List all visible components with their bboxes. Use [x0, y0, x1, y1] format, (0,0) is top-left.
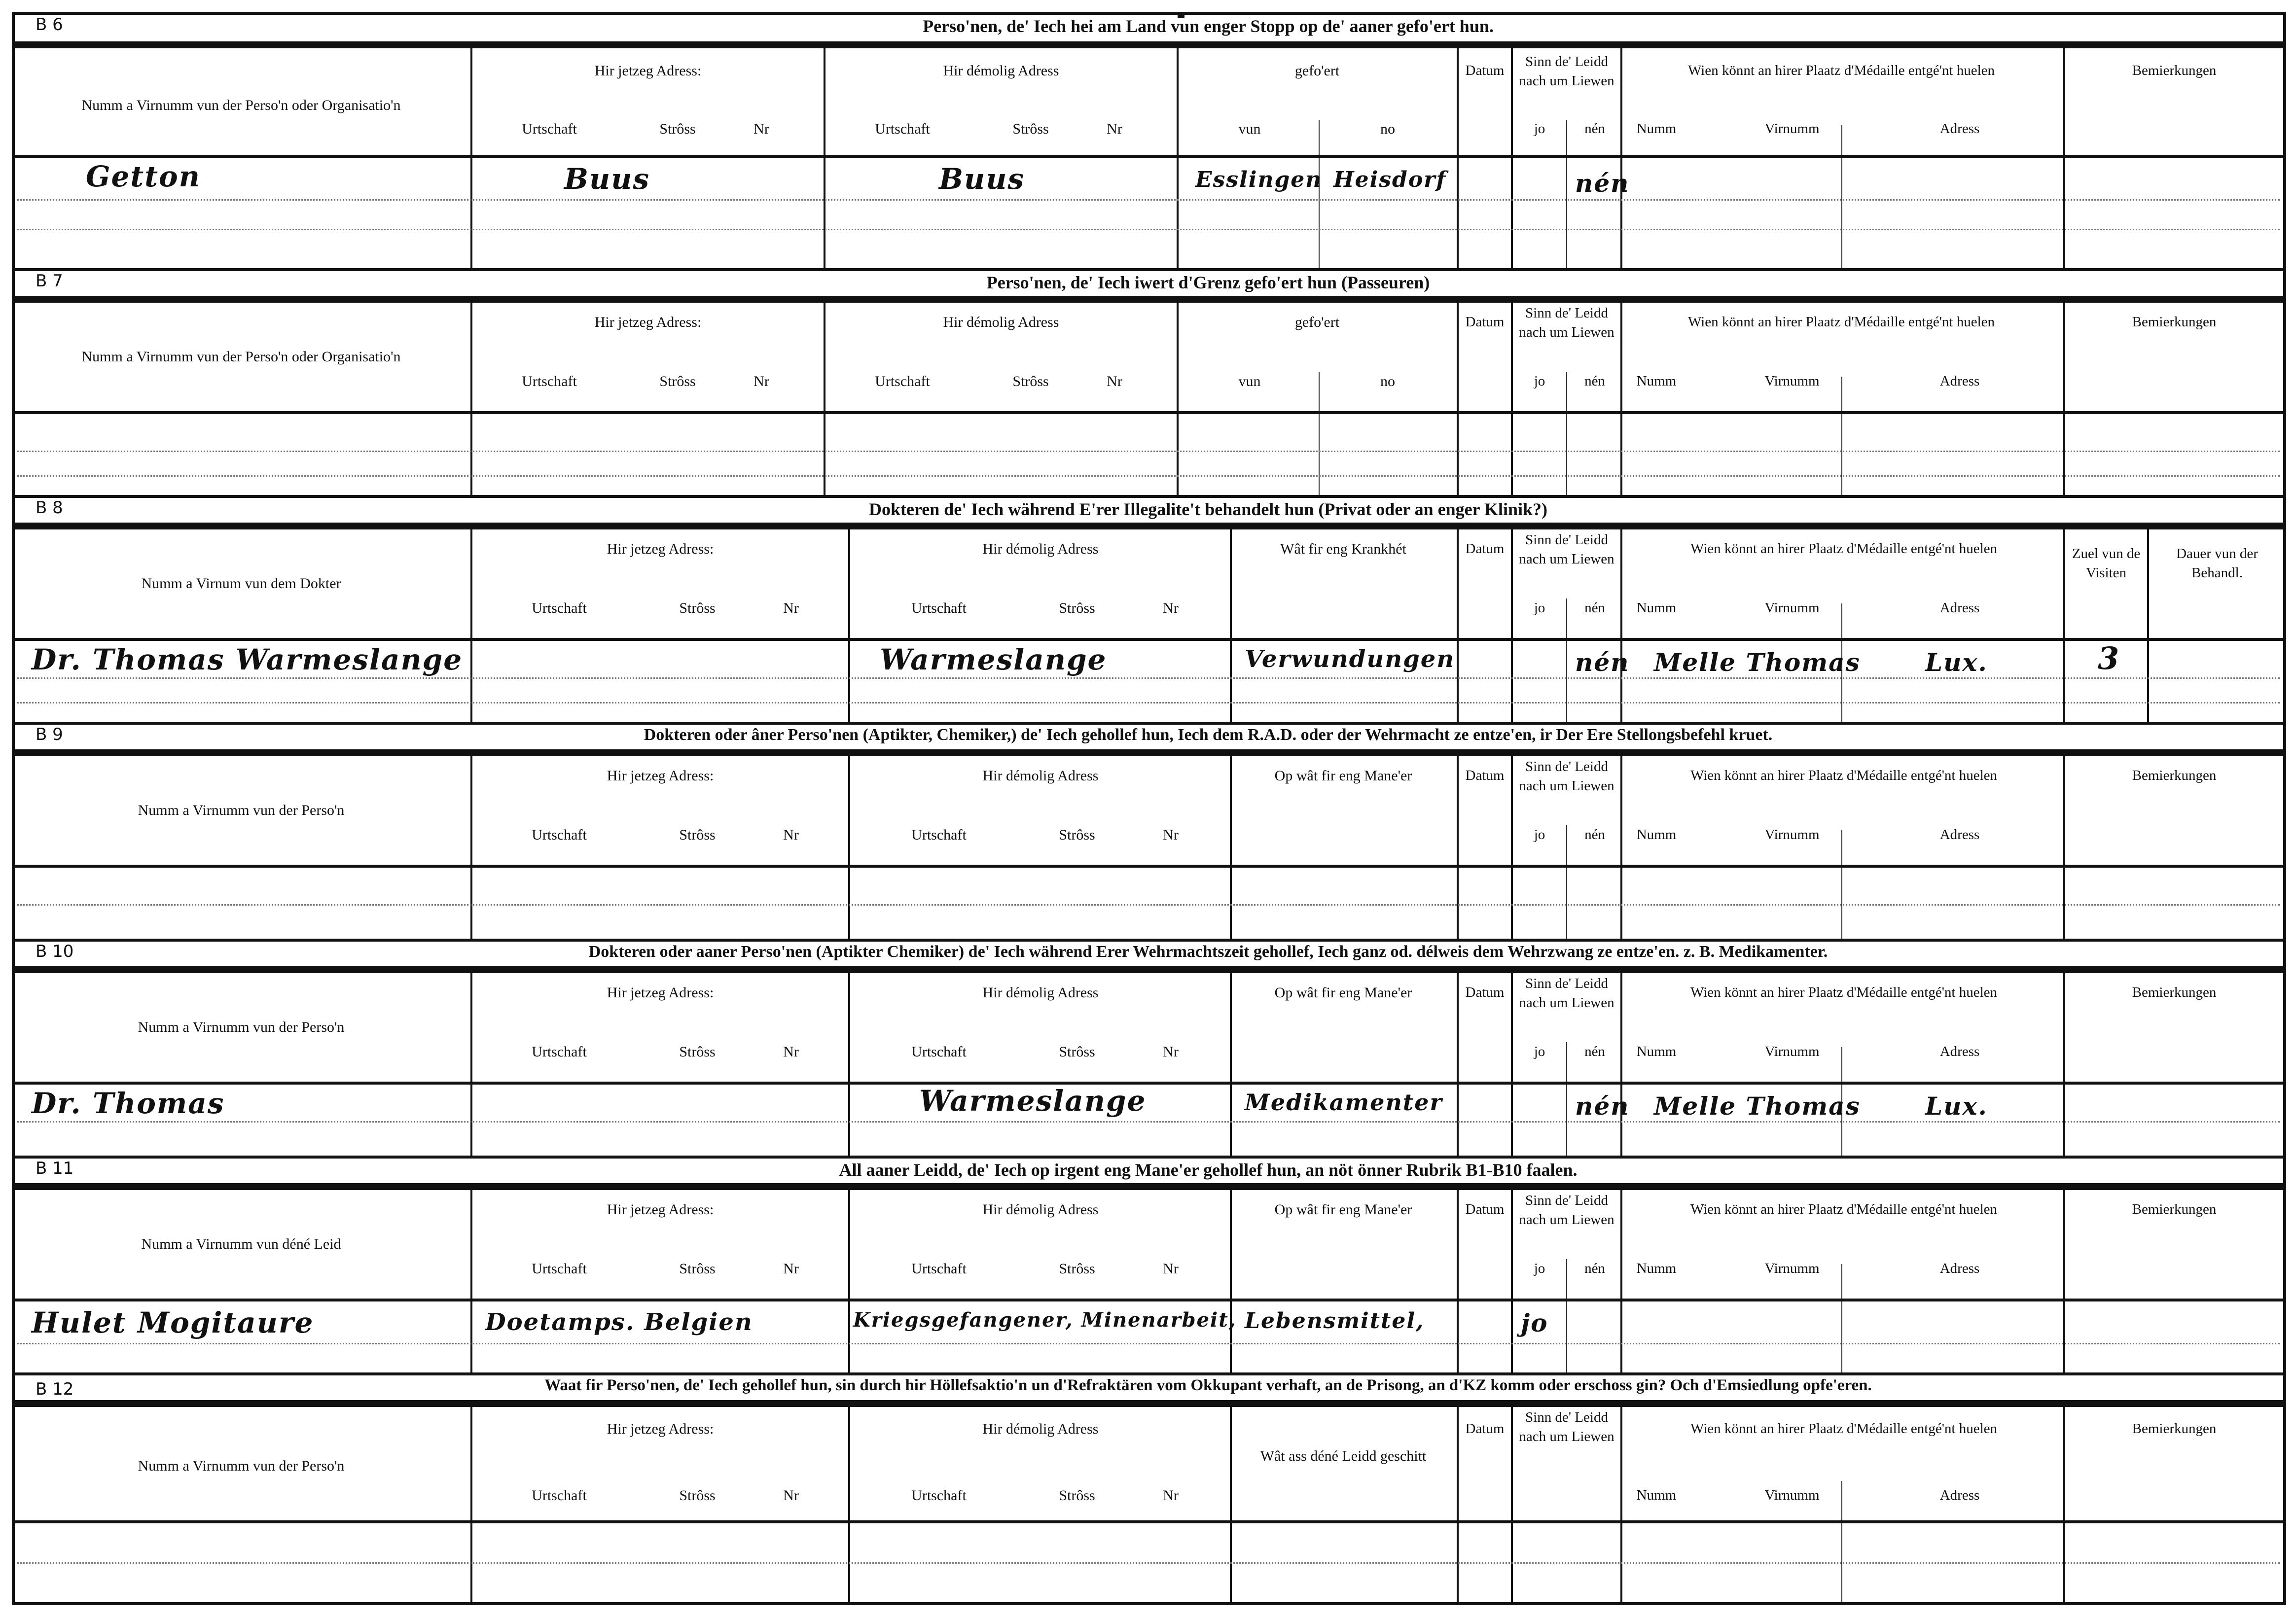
header-current-address: Hir jetzeg Adress:	[607, 1421, 714, 1437]
header-medal: Wien könnt an hirer Plaatz d'Médaille entgé'nt huelen	[1687, 314, 1995, 330]
header-medal: Wien könnt an hirer Plaatz d'Médaille entgé'nt huelen	[1690, 1421, 1998, 1437]
header-yes: jo	[1534, 1261, 1545, 1276]
section-code: B 10	[36, 942, 74, 961]
header-medal: Wien könnt an hirer Plaatz d'Médaille entgé'nt huelen	[1690, 1201, 1998, 1217]
section-b10	[12, 939, 2286, 1156]
header-date: Datum	[1465, 768, 1505, 783]
header-yes: jo	[1534, 827, 1545, 843]
header-street: Strôss	[679, 1487, 716, 1504]
section-title: Dokteren oder aaner Perso'nen (Aptikter Chemiker) de' Iech während Erer Wehrmachtszeit gehollef, Iech ganz od. délweis dem Wehrzwang ze entze'en. z. B. Medikamenter.	[588, 943, 1828, 961]
section-title: Dokteren de' Iech während E'rer Illegalite't behandelt hun (Privat oder an enger Klinik?)	[868, 499, 1547, 519]
header-place: Urtschaft	[522, 121, 577, 137]
entry-illness: Verwundungen	[1245, 645, 1455, 673]
header-number: Nr	[753, 121, 769, 137]
section-b6	[12, 12, 2286, 268]
header-place: Urtschaft	[532, 827, 587, 843]
header-place: Urtschaft	[532, 1487, 587, 1504]
header-medal-firstname: Virnumm	[1764, 1044, 1820, 1059]
entry-current-place: Doetamps. Belgien	[485, 1308, 753, 1336]
header-place: Urtschaft	[532, 1044, 587, 1060]
header-remarks: Bemierkungen	[2132, 1421, 2217, 1437]
header-medal-address: Adress	[1939, 373, 1980, 389]
header-date: Datum	[1465, 314, 1505, 330]
header-street: Strôss	[1059, 827, 1095, 843]
section-b7	[12, 268, 2286, 495]
header-street: Strôss	[659, 121, 696, 137]
header-medal-firstname: Virnumm	[1764, 1261, 1820, 1276]
header-name: Numm a Virnumm vun der Perso'n oder Organisatio'n	[81, 349, 401, 365]
header-remarks: Bemierkungen	[2132, 63, 2217, 78]
entry-current-place: Buus	[564, 162, 650, 196]
header-place: Urtschaft	[875, 121, 930, 137]
entry-visits: 3	[2098, 640, 2120, 676]
header-number: Nr	[783, 600, 799, 616]
header-place: Urtschaft	[532, 600, 587, 616]
header-place: Urtschaft	[911, 1261, 967, 1277]
entry-name: Getton	[86, 160, 201, 193]
header-medal-name: Numm	[1636, 373, 1677, 389]
header-street: Strôss	[679, 1044, 716, 1060]
header-date: Datum	[1465, 541, 1505, 557]
header-former-address: Hir démolig Adress	[982, 541, 1099, 557]
header-street: Strôss	[679, 827, 716, 843]
header-remarks: Bemierkungen	[2132, 984, 2217, 1000]
header-number: Nr	[1163, 1261, 1179, 1277]
header-yes: jo	[1534, 600, 1545, 616]
header-street: Strôss	[1059, 600, 1095, 616]
header-name: Numm a Virnum vun dem Dokter	[141, 575, 341, 592]
header-name: Numm a Virnumm vun der Perso'n	[138, 1019, 345, 1035]
header-number: Nr	[1163, 1044, 1179, 1060]
header-number: Nr	[1107, 373, 1122, 389]
entry-former-place: Warmeslange	[919, 1084, 1147, 1118]
section-code: B 8	[36, 498, 63, 518]
header-current-address: Hir jetzeg Adress:	[607, 1201, 714, 1218]
header-no: nén	[1584, 600, 1605, 616]
header-to: no	[1380, 121, 1395, 137]
header-remarks: Bemierkungen	[2132, 314, 2217, 330]
header-manner: Op wât fir eng Mane'er	[1274, 768, 1412, 784]
header-street: Strôss	[659, 373, 696, 389]
header-date: Datum	[1465, 984, 1505, 1000]
entry-name: Hulet Mogitaure	[32, 1306, 314, 1339]
header-remarks: Bemierkungen	[2132, 768, 2217, 783]
header-date: Datum	[1465, 1201, 1505, 1217]
header-former-address: Hir démolig Adress	[943, 314, 1059, 330]
section-code: B 7	[36, 271, 63, 291]
entry-former-place: Warmeslange	[880, 643, 1107, 676]
entry-alive-no: nén	[1575, 648, 1630, 677]
entry-alive-no: nén	[1575, 169, 1630, 198]
header-alive: Sinn de' Leidd nach um Liewen	[1519, 54, 1614, 89]
header-visits: Zuel vun de Visiten	[2072, 546, 2141, 581]
header-number: Nr	[783, 827, 799, 843]
header-street: Strôss	[1059, 1261, 1095, 1277]
header-date: Datum	[1465, 1421, 1505, 1437]
header-medal-address: Adress	[1939, 827, 1980, 843]
header-place: Urtschaft	[532, 1261, 587, 1277]
section-code: B 9	[36, 725, 63, 744]
header-street: Strôss	[1059, 1044, 1095, 1060]
header-alive: Sinn de' Leidd nach um Liewen	[1519, 1409, 1614, 1445]
header-medal-firstname: Virnumm	[1764, 600, 1820, 616]
header-transported: gefo'ert	[1294, 314, 1340, 330]
entry-name: Dr. Thomas Warmeslange	[32, 643, 463, 676]
header-remarks: Bemierkungen	[2132, 1201, 2217, 1217]
header-street: Strôss	[679, 1261, 716, 1277]
header-manner: Op wât fir eng Mane'er	[1274, 1201, 1412, 1218]
header-name: Numm a Virnumm vun der Perso'n oder Organisatio'n	[81, 97, 401, 113]
header-illness: Wât fir eng Krankhét	[1280, 541, 1406, 557]
entry-alive-no: nén	[1575, 1091, 1630, 1121]
header-medal-firstname: Virnumm	[1764, 373, 1820, 389]
header-medal-address: Adress	[1939, 1487, 1980, 1503]
header-number: Nr	[783, 1044, 799, 1060]
header-former-address: Hir démolig Adress	[982, 984, 1099, 1001]
header-transported: gefo'ert	[1294, 63, 1340, 79]
entry-to: Heisdorf	[1333, 167, 1447, 192]
header-number: Nr	[1163, 1487, 1179, 1504]
header-medal-address: Adress	[1939, 1261, 1980, 1276]
section-title: Dokteren oder âner Perso'nen (Aptikter, Chemiker,) de' Iech gehollef hun, Iech dem R.A.D. oder der Wehrmacht ze entze'en, ir Der Ere Stellongsbefehl kruet.	[644, 726, 1773, 744]
header-to: no	[1380, 373, 1395, 389]
header-yes: jo	[1534, 373, 1545, 389]
entry-medal-address: Lux.	[1925, 1091, 1988, 1121]
header-number: Nr	[1107, 121, 1122, 137]
header-former-address: Hir démolig Adress	[982, 1201, 1099, 1218]
entry-name: Dr. Thomas	[32, 1087, 225, 1120]
header-no: nén	[1584, 121, 1605, 137]
header-street: Strôss	[679, 600, 716, 616]
header-medal: Wien könnt an hirer Plaatz d'Médaille entgé'nt huelen	[1690, 984, 1998, 1000]
header-from: vun	[1238, 121, 1261, 137]
header-number: Nr	[1163, 600, 1179, 616]
header-place: Urtschaft	[911, 600, 967, 616]
header-alive: Sinn de' Leidd nach um Liewen	[1519, 976, 1614, 1011]
section-b11	[12, 1156, 2286, 1372]
header-medal-address: Adress	[1939, 600, 1980, 616]
header-manner: Op wât fir eng Mane'er	[1274, 984, 1412, 1001]
entry-medal-address: Lux.	[1925, 648, 1988, 677]
form-page	[12, 12, 2286, 1605]
entry-manner: Medikamenter	[1245, 1089, 1443, 1116]
section-code: B 12	[36, 1379, 74, 1399]
entry-former-place: Buus	[939, 162, 1025, 196]
section-title: Perso'nen, de' Iech hei am Land vun enger Stopp op de' aaner gefo'ert hun.	[923, 16, 1494, 36]
header-street: Strôss	[1059, 1487, 1095, 1504]
section-code: B 6	[36, 15, 63, 35]
header-place: Urtschaft	[875, 373, 930, 389]
header-medal-name: Numm	[1636, 1487, 1677, 1503]
section-code: B 11	[36, 1159, 74, 1178]
header-medal: Wien könnt an hirer Plaatz d'Médaille entgé'nt huelen	[1690, 541, 1998, 557]
header-number: Nr	[783, 1487, 799, 1504]
header-medal-name: Numm	[1636, 121, 1677, 137]
entry-manner: Lebensmittel,	[1245, 1308, 1425, 1334]
header-duration: Dauer vun der Behandl.	[2176, 546, 2258, 581]
entry-from: Esslingen	[1195, 167, 1323, 192]
header-current-address: Hir jetzeg Adress:	[594, 63, 702, 79]
header-from: vun	[1238, 373, 1261, 389]
section-b8	[12, 495, 2286, 722]
header-yes: jo	[1534, 1044, 1545, 1059]
section-title: Waat fir Perso'nen, de' Iech gehollef hun, sin durch hir Höllefsaktio'n un d'Refraktären vom Okkupant verhaft, an de Prisong, an d'KZ komm oder erschoss gin? Och d'Emsiedlung opfe'eren.	[544, 1376, 1872, 1394]
section-title: All aaner Leidd, de' Iech op irgent eng Mane'er gehollef hun, an nöt önner Rubrik B1-B10 faalen.	[839, 1160, 1578, 1180]
entry-medal-name: Melle Thomas	[1654, 1091, 1861, 1121]
header-place: Urtschaft	[911, 1487, 967, 1504]
header-medal-firstname: Virnumm	[1764, 827, 1820, 843]
header-current-address: Hir jetzeg Adress:	[607, 541, 714, 557]
header-former-address: Hir démolig Adress	[943, 63, 1059, 79]
header-place: Urtschaft	[522, 373, 577, 389]
header-name: Numm a Virnumm vun der Perso'n	[138, 1458, 345, 1474]
entry-medal-name: Melle Thomas	[1654, 648, 1861, 677]
header-alive: Sinn de' Leidd nach um Liewen	[1519, 759, 1614, 794]
header-yes: jo	[1534, 121, 1545, 137]
header-current-address: Hir jetzeg Adress:	[607, 768, 714, 784]
section-title: Perso'nen, de' Iech iwert d'Grenz gefo'ert hun (Passeuren)	[986, 273, 1430, 292]
header-place: Urtschaft	[911, 1044, 967, 1060]
header-date: Datum	[1465, 63, 1505, 78]
header-medal-name: Numm	[1636, 827, 1677, 843]
header-current-address: Hir jetzeg Adress:	[607, 984, 714, 1001]
header-name: Numm a Virnumm vun der Perso'n	[138, 802, 345, 818]
header-medal-name: Numm	[1636, 1044, 1677, 1059]
header-name: Numm a Virnumm vun déné Leid	[141, 1236, 341, 1252]
header-no: nén	[1584, 1044, 1605, 1059]
header-alive: Sinn de' Leidd nach um Liewen	[1519, 1193, 1614, 1228]
header-place: Urtschaft	[911, 827, 967, 843]
header-alive: Sinn de' Leidd nach um Liewen	[1519, 305, 1614, 341]
header-former-address: Hir démolig Adress	[982, 1421, 1099, 1437]
header-street: Strôss	[1012, 373, 1049, 389]
header-number: Nr	[1163, 827, 1179, 843]
header-number: Nr	[753, 373, 769, 389]
header-no: nén	[1584, 373, 1605, 389]
header-number: Nr	[783, 1261, 799, 1277]
header-medal-name: Numm	[1636, 600, 1677, 616]
entry-alive-yes: jo	[1521, 1308, 1548, 1337]
section-b12	[12, 1372, 2286, 1605]
header-medal-name: Numm	[1636, 1261, 1677, 1276]
entry-former-place: Kriegsgefangener, Minenarbeit,	[853, 1308, 1237, 1332]
header-street: Strôss	[1012, 121, 1049, 137]
header-medal: Wien könnt an hirer Plaatz d'Médaille entgé'nt huelen	[1687, 63, 1995, 78]
header-what-happened: Wât ass déné Leidd geschitt	[1260, 1448, 1427, 1464]
header-alive: Sinn de' Leidd nach um Liewen	[1519, 532, 1614, 567]
header-medal-firstname: Virnumm	[1764, 121, 1820, 137]
section-b9	[12, 722, 2286, 939]
header-no: nén	[1584, 827, 1605, 843]
header-medal: Wien könnt an hirer Plaatz d'Médaille entgé'nt huelen	[1690, 768, 1998, 783]
header-current-address: Hir jetzeg Adress:	[594, 314, 702, 330]
header-former-address: Hir démolig Adress	[982, 768, 1099, 784]
header-medal-address: Adress	[1939, 1044, 1980, 1059]
header-medal-address: Adress	[1939, 121, 1980, 137]
header-medal-firstname: Virnumm	[1764, 1487, 1820, 1503]
header-no: nén	[1584, 1261, 1605, 1276]
